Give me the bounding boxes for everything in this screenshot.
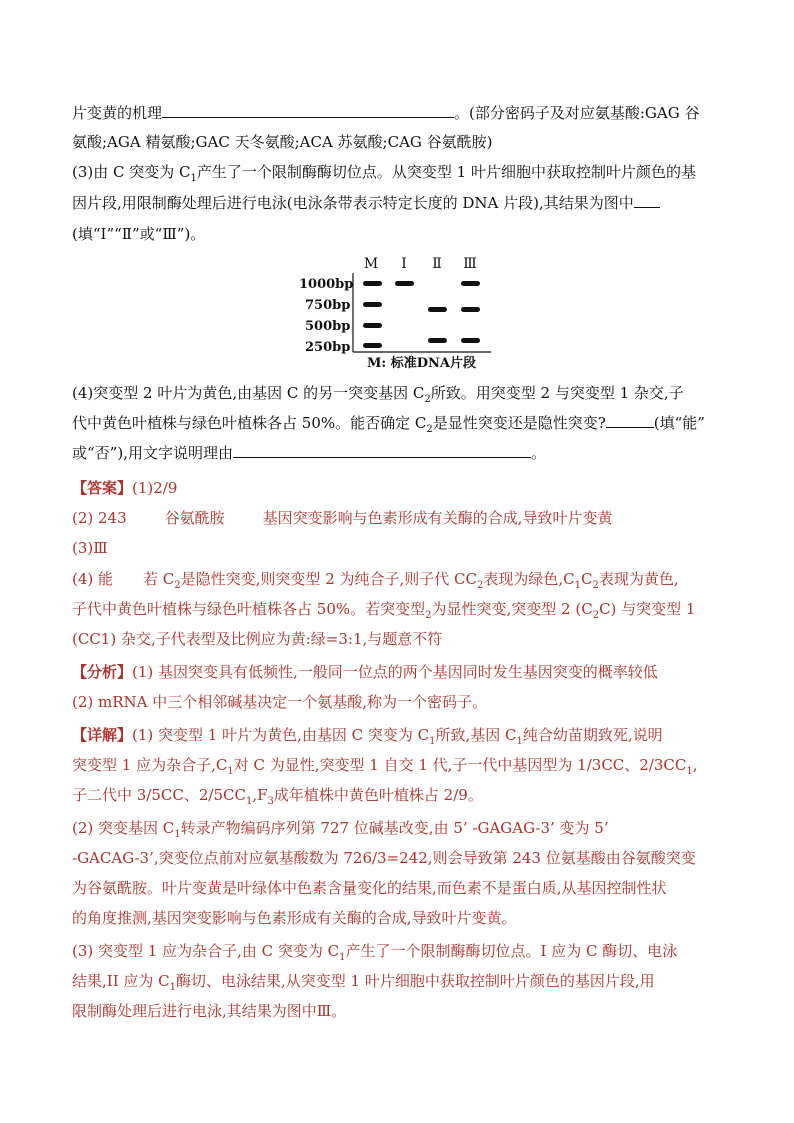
detail-text: 结果,II 应为 C bbox=[72, 972, 170, 990]
q3-line-2 bbox=[72, 193, 732, 213]
detail-line-10 bbox=[72, 1001, 732, 1021]
detail-text: 产生了一个限制酶酶切位点。 bbox=[345, 942, 541, 960]
answer-4-text: C bbox=[581, 570, 593, 588]
band-iii-750bp bbox=[461, 307, 480, 312]
q4-text: (填“能” bbox=[653, 414, 705, 432]
q2-text: 。(部分密码子及对应氨基酸:GAG 谷 bbox=[454, 104, 700, 122]
subscript: 1 bbox=[339, 952, 346, 963]
q4-text: 是显性突变还是隐性突变? bbox=[432, 414, 606, 432]
q2-text: 片变黄的机理 bbox=[72, 104, 163, 122]
band-m-750bp bbox=[363, 302, 382, 307]
q3-line-3 bbox=[72, 224, 732, 244]
subscript: 2 bbox=[424, 394, 431, 405]
band-ii-250bp bbox=[428, 338, 447, 343]
band-m-500bp bbox=[363, 323, 382, 328]
detail-line-1 bbox=[72, 725, 732, 745]
answer-4-text: 表现为黄色, bbox=[598, 570, 679, 588]
lane-label-ii: Ⅱ bbox=[432, 256, 442, 272]
subscript: 2 bbox=[592, 610, 600, 621]
lane-label-i: I bbox=[401, 256, 407, 272]
answer-4-text: 为显性突变,突变型 2 (C bbox=[431, 600, 593, 618]
detail-text: 转录产物编码序列第 727 位碱基改变,由 5’ -GAGAG-3’ 变为 5’ bbox=[180, 819, 609, 837]
detail-text: 成年植株中黄色叶植株占 2/9。 bbox=[273, 786, 483, 804]
q2-line-2 bbox=[72, 132, 732, 152]
size-label-500bp: 500bp bbox=[305, 319, 351, 334]
detail-text: ,F bbox=[252, 786, 268, 804]
detail-text: -GACAG-3’,突变位点前对应氨基酸数为 726/3=242,则会导致第 243 位氨基酸由谷氨酸突变 bbox=[72, 849, 696, 867]
detail-text: 子二代中 3/5CC、2/5CC bbox=[72, 786, 246, 804]
q2-line-1 bbox=[72, 103, 732, 123]
answer-4-text: C) 与突变型 1 bbox=[599, 600, 696, 618]
gel-figure bbox=[291, 255, 499, 373]
q3-line-1 bbox=[72, 162, 732, 182]
subscript: 1 bbox=[169, 982, 177, 993]
analysis-text: (2) mRNA 中三个相邻碱基决定一个氨基酸,称为一个密码子。 bbox=[72, 693, 488, 711]
q4-text: 所致。用突变型 2 与突变型 1 杂交,子 bbox=[430, 384, 684, 402]
band-m-1000bp bbox=[363, 281, 382, 286]
detail-text: 为谷氨酰胺。叶片变黄是叶绿体中色素含量变化的结果,而色素不是蛋白质,从基因控制性状 bbox=[72, 879, 667, 897]
band-i-1000bp bbox=[395, 281, 414, 286]
detail-text: 酶切、电泳结果,从突变型 1 叶片细胞中获取控制叶片颜色的基因片段,用 bbox=[176, 972, 655, 990]
band-iii-1000bp bbox=[461, 281, 480, 286]
answer-tag: 【答案】 bbox=[72, 479, 133, 497]
analysis-text: (1) 基因突变具有低频性,一般同一位点的两个基因同时发生基因突变的概率较低 bbox=[132, 663, 658, 681]
subscript: 2 bbox=[425, 610, 432, 621]
answer-line-6 bbox=[72, 629, 732, 649]
detail-line-9 bbox=[72, 971, 732, 991]
detail-text: (1) 突变型 1 叶片为黄色,由基因 C 突变为 C bbox=[132, 726, 430, 744]
detail-text: 突变型 1 应为杂合子,C bbox=[72, 756, 228, 774]
answer-4-text: (CC1) 杂交,子代表型及比例应为黄:绿=3:1,与题意不符 bbox=[72, 630, 443, 648]
detail-line-6 bbox=[72, 878, 732, 898]
lane-label-iii: Ⅲ bbox=[463, 256, 477, 272]
answer-blank bbox=[634, 193, 660, 208]
detail-text: (2) 突变基因 C bbox=[72, 819, 175, 837]
subscript: 2 bbox=[174, 580, 181, 591]
detail-text: I 应为 C 酶切、电泳 bbox=[540, 942, 678, 960]
size-label-750bp: 750bp bbox=[305, 298, 351, 313]
detail-line-4 bbox=[72, 818, 732, 838]
subscript: 2 bbox=[477, 580, 484, 591]
answer-4-text: 表现为绿色,C bbox=[483, 570, 575, 588]
answer-blank bbox=[162, 103, 454, 118]
detail-text: , bbox=[692, 756, 698, 774]
lane-label-m: M bbox=[363, 256, 379, 272]
subscript: 2 bbox=[426, 424, 433, 435]
size-label-1000bp: 1000bp bbox=[299, 277, 354, 292]
q3-text: (3)由 C 突变为 C bbox=[72, 163, 191, 181]
detail-text: 对 C 为显性,突变型 1 自交 1 代,子一代中基因型为 1/3CC、2/3CC bbox=[233, 756, 687, 774]
answer-4-text: 子代中黄色叶植株与绿色叶植株各占 50%。若突变型 bbox=[72, 600, 426, 618]
q3-text: 产生了一个限制酶酶切位点。从突变型 1 叶片细胞中获取控制叶片颜色的基 bbox=[196, 163, 696, 181]
answer-4-text: 若 C bbox=[143, 570, 175, 588]
q4-line-3 bbox=[72, 443, 732, 463]
analysis-line-2 bbox=[72, 692, 732, 712]
detail-line-8 bbox=[72, 941, 732, 961]
size-label-250bp: 250bp bbox=[305, 340, 351, 355]
band-m-250bp bbox=[363, 343, 382, 348]
band-iii-250bp bbox=[461, 338, 480, 343]
q4-line-2 bbox=[72, 413, 732, 433]
answer-blank bbox=[606, 413, 654, 428]
q4-text: 。 bbox=[530, 444, 546, 462]
subscript: 1 bbox=[574, 580, 581, 591]
detail-tag: 【详解】 bbox=[72, 726, 133, 744]
answer-line-5 bbox=[72, 599, 732, 619]
detail-line-7 bbox=[72, 908, 732, 928]
detail-line-2 bbox=[72, 755, 732, 775]
subscript: 1 bbox=[429, 736, 436, 747]
subscript: 1 bbox=[516, 736, 523, 747]
answer-line-2 bbox=[72, 508, 732, 528]
answer-line-1 bbox=[72, 478, 732, 498]
band-ii-750bp bbox=[428, 307, 447, 312]
q2-codon-note: 氨酸;AGA 精氨酸;GAC 天冬氨酸;ACA 苏氨酸;CAG 谷氨酰胺) bbox=[72, 133, 493, 151]
gel-svg bbox=[291, 255, 499, 373]
answer-3: (3)Ⅲ bbox=[72, 539, 108, 557]
subscript: 1 bbox=[245, 796, 253, 807]
answer-blank bbox=[233, 443, 531, 458]
answer-2-mechanism: 基因突变影响与色素形成有关酶的合成,导致叶片变黄 bbox=[262, 509, 613, 527]
q3-text: (填“I”“Ⅱ”或“Ⅲ”)。 bbox=[72, 225, 206, 243]
answer-2-amino-acid: 谷氨酰胺 bbox=[164, 509, 225, 527]
answer-line-4 bbox=[72, 569, 732, 589]
subscript: 1 bbox=[190, 173, 197, 184]
answer-4-text: 是隐性突变,则突变型 2 为纯合子,则子代 CC bbox=[180, 570, 477, 588]
detail-text: (3) 突变型 1 应为杂合子,由 C 突变为 C bbox=[72, 942, 340, 960]
detail-text: 所致,基因 C bbox=[435, 726, 517, 744]
subscript: 2 bbox=[592, 580, 599, 591]
subscript: 1 bbox=[686, 766, 693, 777]
answer-1: (1)2/9 bbox=[132, 479, 178, 497]
gel-caption: M: 标准DNA片段 bbox=[367, 356, 476, 371]
detail-text: 的角度推测,基因突变影响与色素形成有关酶的合成,导致叶片变黄。 bbox=[72, 909, 517, 927]
q4-line-1 bbox=[72, 383, 732, 403]
analysis-tag: 【分析】 bbox=[72, 663, 133, 681]
analysis-line-1 bbox=[72, 662, 732, 682]
subscript: 3 bbox=[267, 796, 274, 807]
q3-text: 因片段,用限制酶处理后进行电泳(电泳条带表示特定长度的 DNA 片段),其结果为图中 bbox=[72, 194, 634, 212]
detail-line-3 bbox=[72, 785, 732, 805]
answer-2-number: (2) 243 bbox=[72, 509, 127, 527]
q4-text: (4)突变型 2 叶片为黄色,由基因 C 的另一突变基因 C bbox=[72, 384, 425, 402]
subscript: 1 bbox=[227, 766, 234, 777]
q4-text: 或“否”),用文字说明理由 bbox=[72, 444, 233, 462]
detail-line-5 bbox=[72, 848, 732, 868]
q4-text: 代中黄色叶植株与绿色叶植株各占 50%。能否确定 C bbox=[72, 414, 427, 432]
answer-4-lead: (4) 能 bbox=[72, 570, 114, 588]
detail-text: 限制酶处理后进行电泳,其结果为图中Ⅲ。 bbox=[72, 1002, 347, 1020]
detail-text: 纯合幼苗期致死,说明 bbox=[522, 726, 663, 744]
answer-line-3 bbox=[72, 538, 732, 558]
subscript: 1 bbox=[174, 829, 181, 840]
